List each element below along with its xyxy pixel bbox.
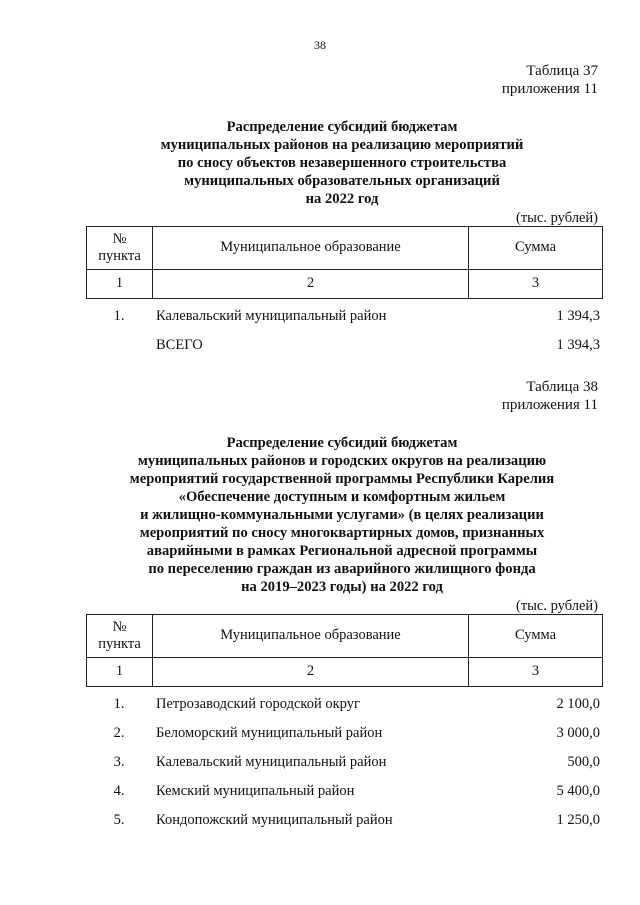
header-cell-number bbox=[87, 615, 153, 658]
header-number-symbol: № bbox=[112, 619, 127, 635]
title-line: и жилищно-коммунальными услугами» (в целях реализации bbox=[140, 507, 544, 523]
title-line: на 2019–2023 годы) на 2022 год bbox=[241, 579, 443, 595]
units-label: (тыс. рублей) bbox=[516, 210, 598, 226]
table-title bbox=[86, 434, 598, 596]
table-row bbox=[86, 719, 602, 748]
table-row-total bbox=[86, 331, 602, 360]
units-label: (тыс. рублей) bbox=[516, 598, 598, 614]
title-line: по сносу объектов незавершенного строительства bbox=[177, 155, 507, 171]
table-38-caption bbox=[86, 378, 598, 414]
table-row bbox=[86, 690, 602, 719]
row-sum: 1 394,3 bbox=[556, 307, 600, 324]
row-number: 1. bbox=[113, 307, 125, 324]
table-row bbox=[86, 777, 602, 806]
row-municipality: Беломорский муниципальный район bbox=[156, 724, 383, 741]
header-number-word: пункта bbox=[98, 636, 141, 652]
header-index-1: 1 bbox=[87, 658, 153, 687]
header-index-2: 2 bbox=[153, 270, 469, 299]
table-header bbox=[86, 226, 603, 299]
row-municipality: Петрозаводский городской округ bbox=[156, 695, 360, 712]
row-number bbox=[86, 331, 152, 360]
row-sum: 2 100,0 bbox=[556, 695, 600, 712]
table-row bbox=[86, 302, 602, 331]
header-cell-municipality: Муниципальное образование bbox=[153, 227, 469, 270]
row-number: 4. bbox=[113, 782, 125, 799]
table-row bbox=[86, 748, 602, 777]
title-line: аварийными в рамках Региональной адресной программы bbox=[146, 543, 538, 559]
row-sum: 5 400,0 bbox=[556, 782, 600, 799]
row-sum: 1 250,0 bbox=[556, 811, 600, 828]
table-label: Таблица 38 bbox=[526, 379, 598, 395]
row-number: 5. bbox=[113, 811, 125, 828]
table-37-caption bbox=[86, 62, 598, 98]
header-index-3: 3 bbox=[469, 658, 603, 687]
appendix-label: приложения 11 bbox=[501, 397, 598, 413]
title-line: муниципальных районов на реализацию мероприятий bbox=[160, 137, 524, 153]
title-line: по переселению граждан из аварийного жилищного фонда bbox=[148, 561, 536, 577]
table-body bbox=[86, 690, 602, 835]
table-37-section bbox=[86, 62, 598, 360]
table-body bbox=[86, 302, 602, 360]
row-municipality: Калевальский муниципальный район bbox=[156, 307, 387, 324]
header-cell-sum: Сумма bbox=[469, 615, 603, 658]
header-index-2: 2 bbox=[153, 658, 469, 687]
title-line: на 2022 год bbox=[305, 191, 379, 207]
header-number-symbol: № bbox=[112, 231, 127, 247]
header-index-3: 3 bbox=[469, 270, 603, 299]
row-municipality: Кемский муниципальный район bbox=[156, 782, 355, 799]
row-municipality: ВСЕГО bbox=[156, 336, 203, 353]
table-row bbox=[86, 806, 602, 835]
table-label: Таблица 37 bbox=[526, 63, 598, 79]
title-line: «Обеспечение доступным и комфортным жильем bbox=[178, 489, 506, 505]
row-municipality: Кондопожский муниципальный район bbox=[156, 811, 393, 828]
title-line: Распределение субсидий бюджетам bbox=[226, 435, 458, 451]
table-38-section bbox=[86, 378, 598, 835]
appendix-label: приложения 11 bbox=[501, 81, 598, 97]
header-cell-sum: Сумма bbox=[469, 227, 603, 270]
header-cell-municipality: Муниципальное образование bbox=[153, 615, 469, 658]
header-cell-number bbox=[87, 227, 153, 270]
row-number: 2. bbox=[113, 724, 125, 741]
row-number: 3. bbox=[113, 753, 125, 770]
header-index-1: 1 bbox=[87, 270, 153, 299]
title-line: муниципальных районов и городских округов на реализацию bbox=[137, 453, 547, 469]
row-sum: 1 394,3 bbox=[556, 336, 600, 353]
page-number: 38 bbox=[314, 38, 326, 52]
row-sum: 3 000,0 bbox=[556, 724, 600, 741]
row-number: 1. bbox=[113, 695, 125, 712]
row-sum: 500,0 bbox=[567, 753, 600, 770]
title-line: мероприятий по сносу многоквартирных домов, признанных bbox=[139, 525, 545, 541]
header-number-word: пункта bbox=[98, 248, 141, 264]
table-title bbox=[86, 118, 598, 208]
title-line: муниципальных образовательных организаций bbox=[184, 173, 500, 189]
row-municipality: Калевальский муниципальный район bbox=[156, 753, 387, 770]
table-header bbox=[86, 614, 603, 687]
title-line: Распределение субсидий бюджетам bbox=[226, 119, 458, 135]
title-line: мероприятий государственной программы Республики Карелия bbox=[129, 471, 555, 487]
